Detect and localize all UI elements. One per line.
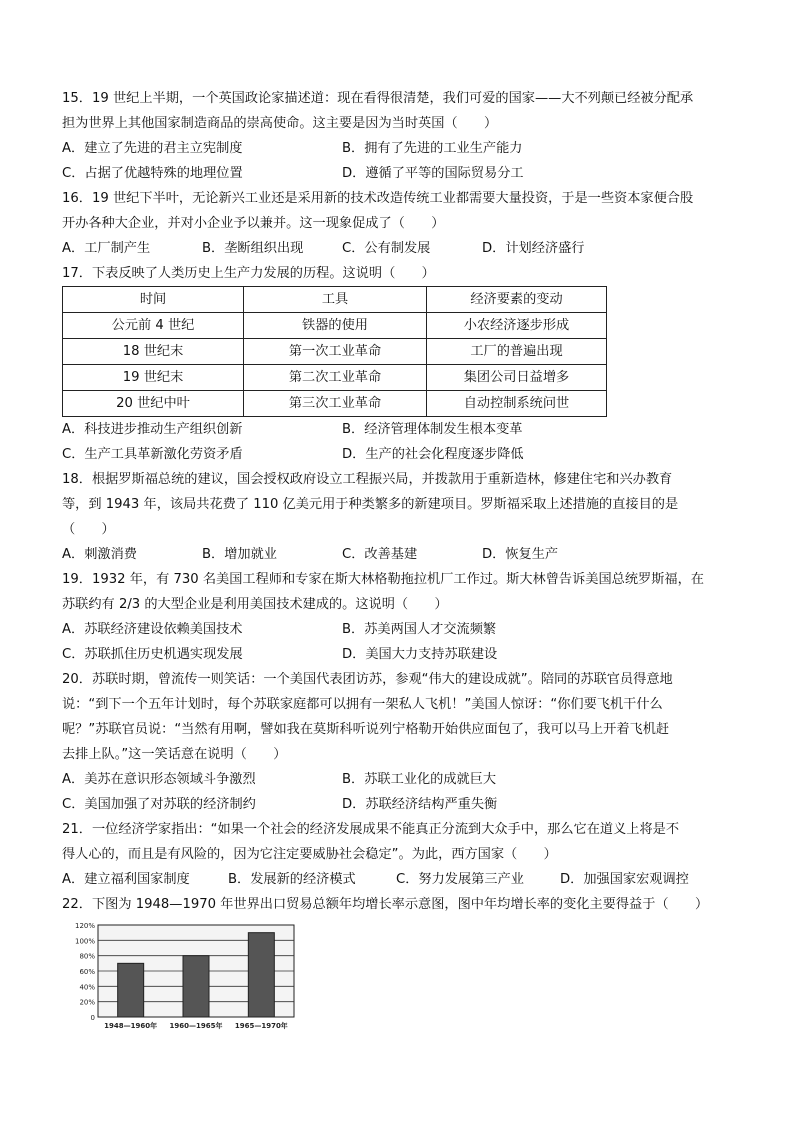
q21-option-b: B．发展新的经济模式 — [228, 872, 356, 887]
table-cell: 第三次工业革命 — [244, 391, 427, 417]
chart-y-tick-label: 40% — [79, 983, 95, 992]
q19-options-row2 — [62, 642, 730, 667]
chart-x-tick-label: 1965—1970年 — [234, 1022, 288, 1030]
table-header-cell: 工具 — [244, 287, 427, 313]
table-cell: 集团公司日益增多 — [427, 365, 607, 391]
table-cell: 工厂的普遍出现 — [427, 339, 607, 365]
table-cell: 第二次工业革命 — [244, 365, 427, 391]
table-cell: 自动控制系统问世 — [427, 391, 607, 417]
q16-option-c: C．公有制发展 — [342, 241, 431, 256]
q21-options — [62, 867, 730, 892]
q19-stem-line2: 苏联约有 2/3 的大型企业是利用美国技术建成的。这说明（ ） — [62, 597, 448, 612]
q18-stem-line2: 等，到 1943 年，该局共花费了 110 亿美元用于种类繁多的新建项目。罗斯福采取上述措施的直接目的是 — [62, 497, 679, 512]
q16-option-b: B．垄断组织出现 — [202, 241, 304, 256]
q18-option-c: C．改善基建 — [342, 547, 418, 562]
q20-options-row2 — [62, 792, 730, 817]
q20-stem-line2: 说：“到下一个五年计划时，每个苏联家庭都可以拥有一架私人飞机！”美国人惊讶：“你们要飞机干什么 — [62, 697, 663, 712]
q22-stem: 22．下图为 1948—1970 年世界出口贸易总额年均增长率示意图，图中年均增长率的变化主要得益于（ ） — [62, 897, 709, 912]
q19-option-c: C．苏联抓住历史机遇实现发展 — [62, 647, 243, 662]
q15-options-row2 — [62, 161, 730, 186]
q18-stem-line1: 18．根据罗斯福总统的建议，国会授权政府设立工程振兴局，并拨款用于重新造林，修建住宅和兴办教育 — [62, 472, 673, 487]
chart-y-tick-label: 80% — [79, 952, 95, 961]
chart-y-tick-label: 60% — [79, 968, 95, 976]
chart-y-tick-label: 100% — [74, 937, 95, 946]
q17-option-d: D．生产的社会化程度逐步降低 — [342, 447, 524, 462]
q19-option-a: A．苏联经济建设依赖美国技术 — [62, 622, 243, 637]
table-header-cell: 经济要素的变动 — [427, 287, 607, 313]
q20-stem-line1: 20．苏联时期，曾流传一则笑话：一个美国代表团访苏，参观“伟大的建设成就”。陪同的苏联官员得意地 — [62, 672, 673, 687]
q15-option-d: D．遵循了平等的国际贸易分工 — [342, 166, 524, 181]
table-cell: 20 世纪中叶 — [63, 391, 244, 417]
q15-option-c: C．占据了优越特殊的地理位置 — [62, 166, 243, 181]
q19-option-b: B．苏美两国人才交流频繁 — [342, 622, 497, 637]
q17-options-row1 — [62, 417, 730, 442]
table-row — [63, 391, 607, 417]
q15-options-row1 — [62, 136, 730, 161]
table-row — [63, 339, 607, 365]
q20-option-b: B．苏联工业化的成就巨大 — [342, 772, 497, 787]
q21-option-d: D．加强国家宏观调控 — [560, 872, 689, 887]
q20-option-a: A．美苏在意识形态领域斗争激烈 — [62, 772, 256, 787]
q18-option-b: B．增加就业 — [202, 547, 277, 562]
q20-option-d: D．苏联经济结构严重失衡 — [342, 797, 498, 812]
q20-options-row1 — [62, 767, 730, 792]
chart-x-tick-label: 1948—1960年 — [104, 1022, 158, 1030]
table-row — [63, 313, 607, 339]
q16-stem-line1: 16．19 世纪下半叶，无论新兴工业还是采用新的技术改造传统工业都需要大量投资，于是一些资本家便合股 — [62, 191, 694, 206]
exam-page — [62, 86, 730, 1039]
q19-option-d: D．美国大力支持苏联建设 — [342, 647, 498, 662]
q16-stem-line2: 开办各种大企业，并对小企业予以兼并。这一现象促成了（ ） — [62, 216, 445, 231]
q16-option-a: A．工厂制产生 — [62, 241, 151, 256]
q17-option-b: B．经济管理体制发生根本变革 — [342, 422, 523, 437]
table-cell: 第一次工业革命 — [244, 339, 427, 365]
chart-bar — [118, 963, 144, 1017]
q18-options — [62, 542, 730, 567]
table-header-row — [63, 287, 607, 313]
q15-option-b: B．拥有了先进的工业生产能力 — [342, 141, 523, 156]
table-cell: 小农经济逐步形成 — [427, 313, 607, 339]
table-cell: 19 世纪末 — [63, 365, 244, 391]
chart-bar — [248, 933, 274, 1017]
q18-option-a: A．刺激消费 — [62, 547, 137, 562]
q16-option-d: D．计划经济盛行 — [482, 241, 585, 256]
q17-table — [62, 286, 607, 417]
q18-option-d: D．恢复生产 — [482, 547, 559, 562]
q17-options-row2 — [62, 442, 730, 467]
table-row — [63, 365, 607, 391]
q20-stem-line4: 去排上队。”这一笑话意在说明（ ） — [62, 747, 287, 762]
chart-svg — [62, 919, 362, 1039]
q16-options — [62, 236, 730, 261]
chart-y-tick-label: 120% — [74, 922, 95, 930]
table-cell: 18 世纪末 — [63, 339, 244, 365]
q15-stem-line1: 15．19 世纪上半期，一个英国政论家描述道：现在看得很清楚，我们可爱的国家——大不列颠已经被分配承 — [62, 91, 694, 106]
table-header-cell: 时间 — [63, 287, 244, 313]
q18-stem-line3: （ ） — [62, 522, 115, 537]
chart-y-tick-label: 0 — [90, 1014, 95, 1022]
table-cell: 公元前 4 世纪 — [63, 313, 244, 339]
q19-options-row1 — [62, 617, 730, 642]
chart-bar — [183, 956, 209, 1017]
q21-stem-line2: 得人心的，而且是有风险的，因为它注定要威胁社会稳定”。为此，西方国家（ ） — [62, 847, 557, 862]
q21-stem-line1: 21．一位经济学家指出：“如果一个社会的经济发展成果不能真正分流到大众手中，那么它在道义上将是不 — [62, 822, 680, 837]
q21-option-a: A．建立福利国家制度 — [62, 872, 190, 887]
q17-option-c: C．生产工具革新激化劳资矛盾 — [62, 447, 243, 462]
q21-option-c: C．努力发展第三产业 — [396, 872, 524, 887]
q20-stem-line3: 呢？”苏联官员说：“当然有用啊，譬如我在莫斯科听说列宁格勒开始供应面包了，我可以马上开着飞机赶 — [62, 722, 670, 737]
q17-option-a: A．科技进步推动生产组织创新 — [62, 422, 243, 437]
q15-option-a: A．建立了先进的君主立宪制度 — [62, 141, 243, 156]
q17-stem: 17．下表反映了人类历史上生产力发展的历程。这说明（ ） — [62, 266, 435, 281]
q19-stem-line1: 19．1932 年，有 730 名美国工程师和专家在斯大林格勒拖拉机厂工作过。斯大林曾告诉美国总统罗斯福，在 — [62, 572, 704, 587]
chart-x-tick-label: 1960—1965年 — [169, 1022, 223, 1030]
q22-bar-chart — [62, 919, 362, 1039]
q15-stem-line2: 担为世界上其他国家制造商品的崇高使命。这主要是因为当时英国（ ） — [62, 116, 498, 131]
chart-y-tick-label: 20% — [79, 998, 95, 1007]
table-cell: 铁器的使用 — [244, 313, 427, 339]
q20-option-c: C．美国加强了对苏联的经济制约 — [62, 797, 256, 812]
